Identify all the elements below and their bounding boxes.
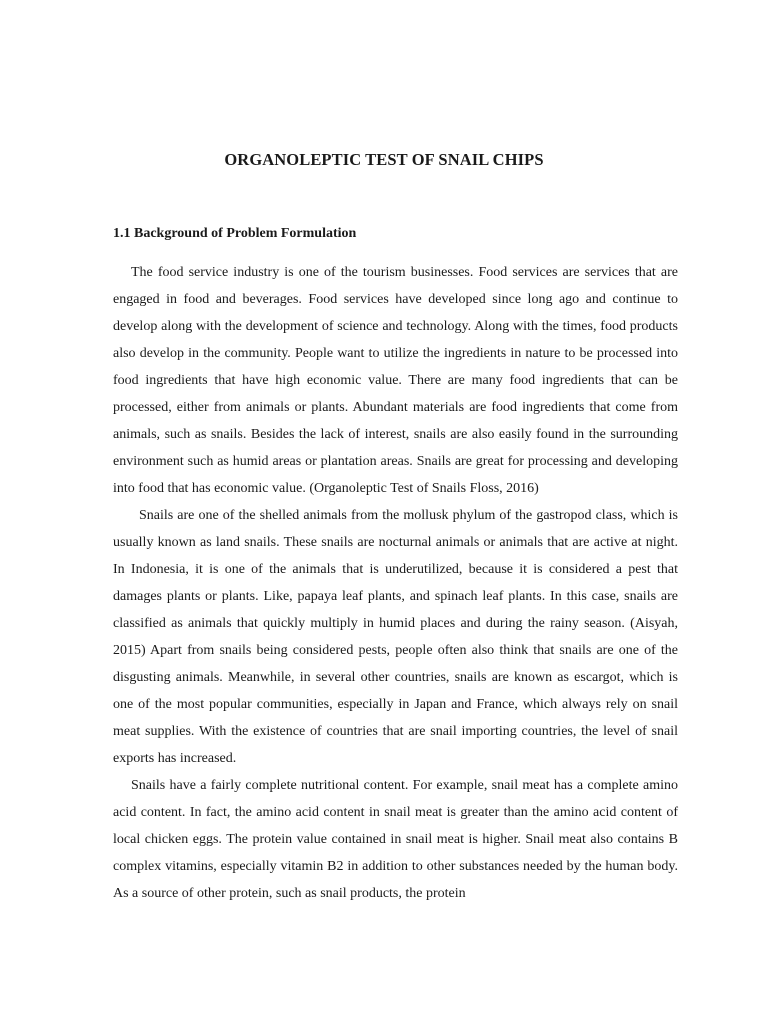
paragraph-2: Snails are one of the shelled animals from the mollusk phylum of the gastropod class, which is usually known as land snails. These snails are nocturnal animals or animals that are active at night. In Indonesia, it is one of the animals that is underutilized, because it is considered a pest that damages plants or plants. Like, papaya leaf plants, and spinach leaf plants. In this case, snails are classified as animals that quickly multiply in humid places and during the rainy season. (Aisyah, 2015) Apart from snails being considered pests, people often also think that snails are one of the disgusting animals. Meanwhile, in several other countries, snails are known as escargot, which is one of the most popular communities, especially in Japan and France, which always rely on snail meat supplies. With the existence of countries that are snail importing countries, the level of snail exports has increased. <box>113 508 678 766</box>
document-body <box>113 259 678 907</box>
section-heading: 1.1 Background of Problem Formulation <box>113 226 357 241</box>
paragraph-1: The food service industry is one of the tourism businesses. Food services are services that are engaged in food and beverages. Food services have developed since long ago and continue to develop along with the development of science and technology. Along with the times, food products also develop in the community. People want to utilize the ingredients in nature to be processed into food ingredients that have high economic value. There are many food ingredients that can be processed, either from animals or plants. Abundant materials are food ingredients that come from animals, such as snails. Besides the lack of interest, snails are also easily found in the surrounding environment such as humid areas or plantation areas. Snails are great for processing and developing into food that has economic value. (Organoleptic Test of Snails Floss, 2016) <box>113 265 678 496</box>
paragraph-3: Snails have a fairly complete nutritional content. For example, snail meat has a complete amino acid content. In fact, the amino acid content in snail meat is greater than the amino acid content of local chicken eggs. The protein value contained in snail meat is higher. Snail meat also contains B complex vitamins, especially vitamin B2 in addition to other substances needed by the human body. As a source of other protein, such as snail products, the protein <box>113 778 678 901</box>
document-title: ORGANOLEPTIC TEST OF SNAIL CHIPS <box>224 150 544 169</box>
